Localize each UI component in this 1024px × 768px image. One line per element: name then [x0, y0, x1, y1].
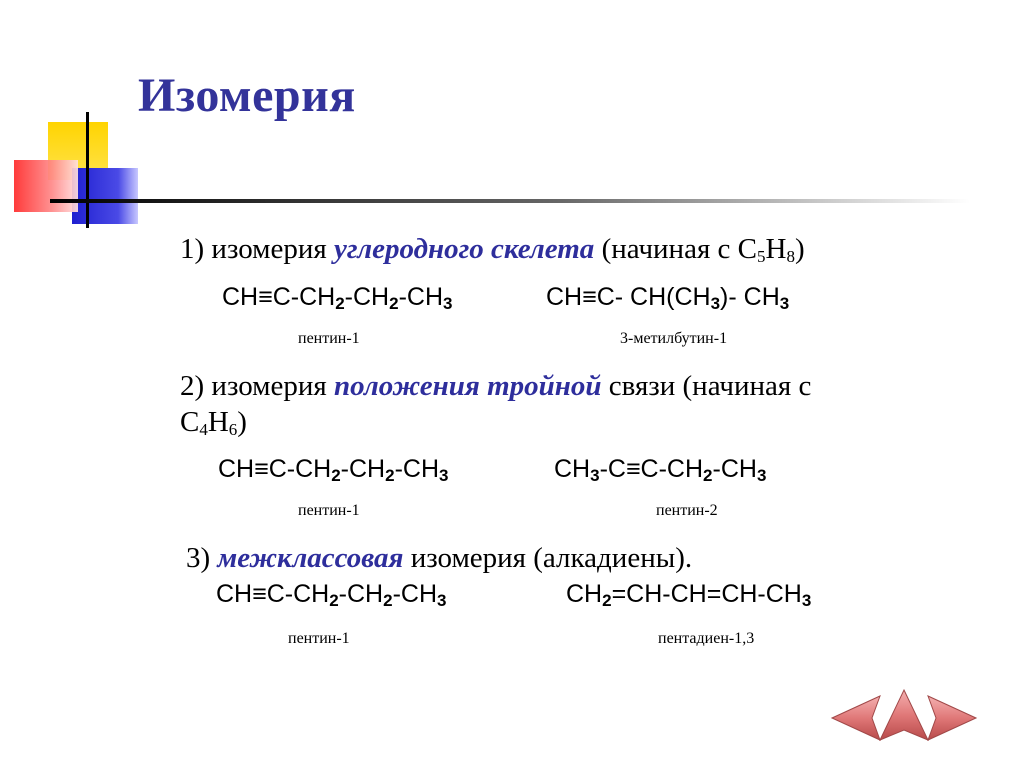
section-2-sub-h: 6 — [228, 420, 238, 439]
formula-part: CH≡C-CH — [222, 283, 336, 311]
formula-subscript: 3 — [437, 591, 447, 610]
formula-part: CH≡C- CH(CH — [546, 283, 711, 311]
section-2-formula-b — [554, 455, 766, 486]
formula-part: CH — [554, 455, 591, 483]
section-2-post: связи (начиная с — [608, 370, 812, 402]
section-2-name-b: пентин-2 — [656, 502, 718, 519]
section-2-formula-a — [218, 455, 448, 486]
formula-subscript: 2 — [703, 466, 713, 485]
formula-subscript: 2 — [385, 466, 395, 485]
formula-part: -CH — [398, 283, 443, 311]
section-1-sub-h: 8 — [786, 247, 795, 266]
section-2-emphasis: положения тройной — [334, 370, 602, 402]
formula-part: -CH — [712, 455, 757, 483]
formula-part: -CH — [344, 283, 390, 311]
slide-title: Изомерия — [138, 69, 356, 122]
section-3-number: 3) — [186, 542, 211, 574]
section-1-sub-c: 5 — [757, 247, 766, 266]
formula-subscript: 2 — [329, 591, 339, 610]
formula-subscript: 2 — [335, 294, 345, 313]
formula-part: =CH-CH=CH-CH — [611, 580, 802, 608]
section-2-h: H — [207, 406, 229, 438]
section-3-formula-a — [216, 580, 446, 611]
section-2-sub-c: 4 — [199, 420, 208, 439]
section-2-pre: изомерия — [211, 370, 327, 402]
slide-navigation — [828, 686, 980, 746]
formula-subscript: 3 — [710, 294, 721, 313]
formula-part: )- CH — [720, 283, 780, 311]
formula-subscript: 2 — [602, 591, 612, 610]
section-1-post: (начиная с C — [601, 233, 757, 265]
formula-part: -CH — [340, 455, 386, 483]
formula-subscript: 3 — [756, 466, 767, 485]
section-3-heading — [186, 542, 692, 575]
section-3-name-b: пентадиен-1,3 — [658, 630, 755, 647]
formula-subscript: 3 — [439, 466, 449, 485]
section-1-pre: изомерия — [211, 233, 327, 265]
formula-subscript: 3 — [779, 294, 790, 313]
section-1-heading — [180, 233, 805, 267]
section-1-number: 1) — [180, 233, 205, 265]
formula-subscript: 3 — [590, 466, 600, 485]
section-1-emphasis: углеродного скелета — [334, 233, 595, 265]
section-3-emphasis: межклассовая — [217, 542, 404, 574]
formula-subscript: 2 — [331, 466, 341, 485]
section-2-c: C — [180, 406, 200, 438]
section-1-formula-a — [222, 283, 452, 314]
back-arrow-icon[interactable] — [832, 696, 880, 740]
home-arrow-icon[interactable] — [880, 690, 928, 740]
formula-part: -CH — [394, 455, 439, 483]
section-2-name-a: пентин-1 — [298, 502, 360, 519]
formula-part: -C≡C-CH — [599, 455, 704, 483]
formula-subscript: 2 — [383, 591, 393, 610]
formula-part: CH≡C-CH — [216, 580, 330, 608]
section-3-formula-b — [566, 580, 811, 611]
formula-part: CH≡C-CH — [218, 455, 332, 483]
section-2-number: 2) — [180, 370, 205, 402]
section-1-h: H — [765, 233, 787, 265]
section-2-end: ) — [237, 406, 247, 438]
section-3-name-a: пентин-1 — [288, 630, 350, 647]
section-1-end: ) — [794, 233, 805, 265]
formula-part: CH — [566, 580, 603, 608]
section-2-heading — [180, 370, 811, 403]
formula-subscript: 3 — [801, 591, 812, 610]
section-1-name-b: 3-метилбутин-1 — [620, 330, 728, 347]
section-1-name-a: пентин-1 — [298, 330, 360, 347]
formula-part: -CH — [338, 580, 384, 608]
section-1-formula-b — [546, 283, 789, 314]
forward-arrow-icon[interactable] — [928, 696, 976, 740]
section-3-post: изомерия (алкадиены). — [410, 542, 693, 574]
formula-subscript: 2 — [389, 294, 399, 313]
formula-subscript: 3 — [443, 294, 453, 313]
section-2-heading-line2 — [180, 406, 247, 440]
formula-part: -CH — [392, 580, 437, 608]
